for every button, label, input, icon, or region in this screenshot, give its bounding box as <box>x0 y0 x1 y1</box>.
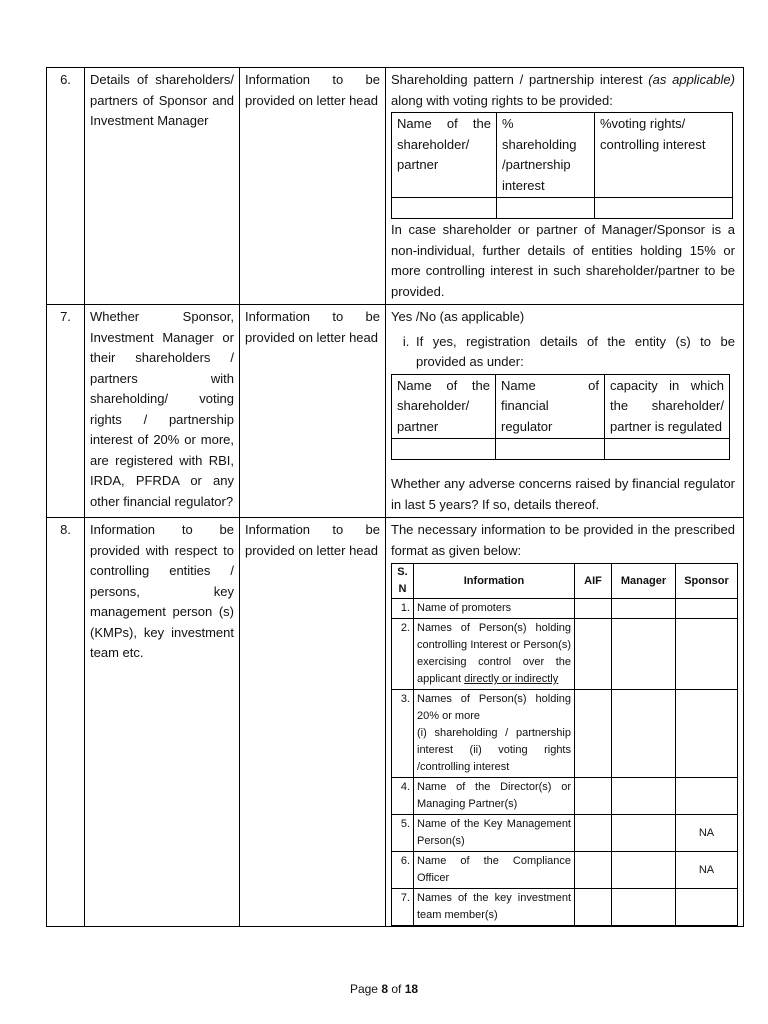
list-item: 2. Names of Person(s) holding controlling Interest or Person(s) exercising control over the applicant directly or indirectly <box>392 619 738 690</box>
row-particulars: Information to be provided with respect to controlling entities / persons, key management person (s) (KMPs), key investment team etc. <box>85 518 240 927</box>
na-value: NA <box>676 852 738 889</box>
header-cell: %voting rights/ controlling interest <box>595 113 733 198</box>
list-item: i. If yes, registration details of the entity (s) to be provided as under: <box>413 332 735 373</box>
empty-cell[interactable] <box>497 198 595 219</box>
header-information: Information <box>414 564 575 599</box>
list-item: 5. Name of the Key Management Person(s) NA <box>392 815 738 852</box>
list-item: 1. Name of promoters <box>392 599 738 619</box>
list-item: 6. Name of the Compliance Officer NA <box>392 852 738 889</box>
row-particulars: Details of shareholders/ partners of Sponsor and Investment Manager <box>85 68 240 305</box>
row-details <box>386 68 744 305</box>
header-manager: Manager <box>612 564 676 599</box>
controlling-entities-table <box>391 563 738 926</box>
header-cell: % shareholding /partnership interest <box>497 113 595 198</box>
header-cell: capacity in which the shareholder/ partner is regulated <box>605 374 730 439</box>
table-row <box>47 68 744 305</box>
empty-cell[interactable] <box>392 198 497 219</box>
prescribed-format-intro: The necessary information to be provided in the prescribed format as given below: <box>391 522 735 558</box>
total-page-count: 18 <box>404 982 419 996</box>
header-sponsor: Sponsor <box>676 564 738 599</box>
row-particulars: Whether Sponsor, Investment Manager or their shareholders / partners with shareholding/ voting rights / partnership interest of 20% or more, are registered with RBI, IRDA, PFRDA or any other financial regulator? <box>85 305 240 518</box>
row-details <box>386 305 744 518</box>
checklist-table <box>46 67 744 927</box>
header-cell: Name of financial regulator <box>496 374 605 439</box>
empty-cell[interactable] <box>595 198 733 219</box>
header-cell: Name of the shareholder/ partner <box>392 374 496 439</box>
row-format: Information to be provided on letter head <box>240 518 386 927</box>
row-format: Information to be provided on letter head <box>240 68 386 305</box>
current-page-number: 8 <box>381 982 388 996</box>
adverse-concerns-note: Whether any adverse concerns raised by financial regulator in last 5 years? If so, details thereof. <box>391 476 735 512</box>
table-row <box>47 305 744 518</box>
shareholding-intro: Shareholding pattern / partnership interest (as applicable) along with voting rights to be provided: <box>391 72 735 108</box>
shareholding-table <box>391 112 733 219</box>
row-number: 6. <box>47 68 85 305</box>
shareholding-note: In case shareholder or partner of Manager/Sponsor is a non-individual, further details of entities holding 15% or more controlling interest in such shareholder/partner to be provided. <box>391 222 735 299</box>
list-item: 4. Name of the Director(s) or Managing Partner(s) <box>392 778 738 815</box>
row-details <box>386 518 744 927</box>
header-cell: Name of the shareholder/ partner <box>392 113 497 198</box>
row-number: 8. <box>47 518 85 927</box>
page-footer: Page 8 of 18 <box>349 982 419 996</box>
header-aif: AIF <box>575 564 612 599</box>
table-row <box>47 518 744 927</box>
row-format: Information to be provided on letter head <box>240 305 386 518</box>
registration-list <box>391 332 735 373</box>
empty-cell[interactable] <box>496 439 605 460</box>
list-item: 3. Names of Person(s) holding 20% or more (i) shareholding / partnership interest (ii) voting rights /controlling interest <box>392 690 738 778</box>
row-number: 7. <box>47 305 85 518</box>
na-value: NA <box>676 815 738 852</box>
empty-cell[interactable] <box>392 439 496 460</box>
header-sn: S. N <box>392 564 414 599</box>
empty-cell[interactable] <box>605 439 730 460</box>
list-item: 7. Names of the key investment team member(s) <box>392 889 738 926</box>
yes-no-text: Yes /No (as applicable) <box>391 309 525 324</box>
regulator-table <box>391 374 730 461</box>
